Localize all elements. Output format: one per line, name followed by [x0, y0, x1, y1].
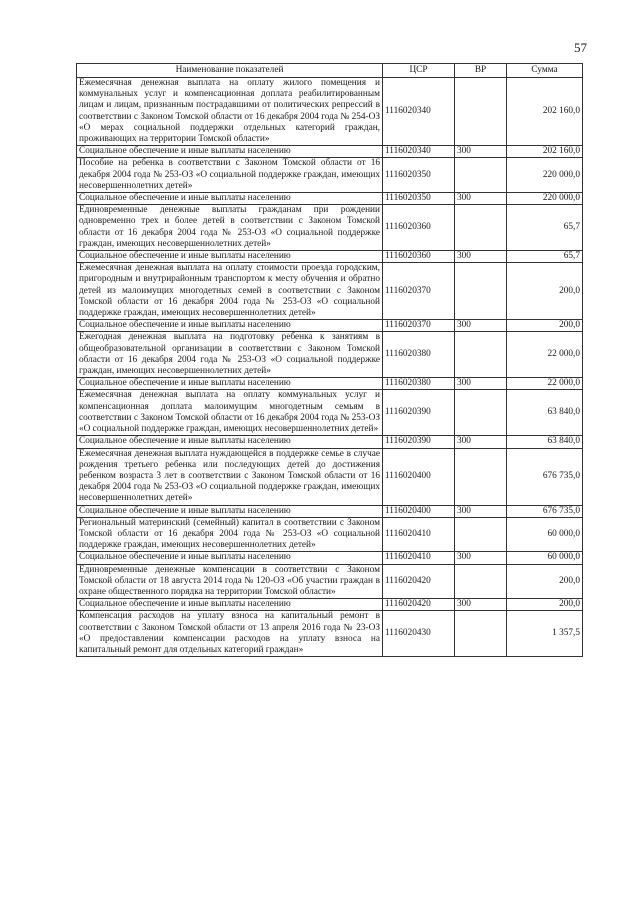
row-name: Компенсация расходов на уплату взноса на капитальный ремонт в соответствии с Законом Томской области от 13 апреля 2016 года № 23-ОЗ «О предоставлении компенсации расходов на уплату взноса на капитальный ремонт для отдельных категорий граждан» — [77, 611, 383, 657]
table-row — [77, 193, 583, 205]
row-sum: 200,0 — [507, 564, 583, 599]
table-row — [77, 390, 583, 436]
row-sum: 65,7 — [507, 251, 583, 263]
header-sum: Сумма — [507, 64, 583, 78]
row-name: Социальное обеспечение и иные выплаты населению — [77, 193, 383, 205]
row-csr: 1116020340 — [383, 146, 455, 158]
row-vr — [455, 332, 507, 378]
table-row — [77, 205, 583, 251]
row-sum: 202 160,0 — [507, 78, 583, 146]
table-row — [77, 564, 583, 599]
row-csr: 1116020430 — [383, 611, 455, 657]
row-vr: 300 — [455, 505, 507, 517]
table-row — [77, 505, 583, 517]
table-row — [77, 517, 583, 552]
row-csr: 1116020420 — [383, 564, 455, 599]
table-row — [77, 448, 583, 505]
table-row — [77, 332, 583, 378]
row-name: Ежемесячная денежная выплата на оплату жилого помещения и коммунальных услуг и компенсационная доплата реабилитированным лицам и лицам, признанным пострадавшими от политических репрессий в соответствии с Законом Томской области от 16 декабря 2004 года № 254-ОЗ «О мерах социальной поддержки отдельных категорий граждан, проживающих на территории Томской области» — [77, 78, 383, 146]
table-row — [77, 78, 583, 146]
table-row — [77, 611, 583, 657]
row-csr: 1116020360 — [383, 251, 455, 263]
row-vr: 300 — [455, 436, 507, 448]
row-vr: 300 — [455, 193, 507, 205]
row-vr — [455, 448, 507, 505]
table-row — [77, 599, 583, 611]
row-name: Социальное обеспечение и иные выплаты населению — [77, 599, 383, 611]
table-row — [77, 158, 583, 193]
row-vr — [455, 611, 507, 657]
row-sum: 676 735,0 — [507, 448, 583, 505]
row-sum: 200,0 — [507, 320, 583, 332]
row-name: Единовременные денежные выплаты гражданам при рождении одновременно трех и более детей в соответствии с Законом Томской области от 16 декабря 2004 года № 253-ОЗ «О социальной поддержке граждан, имеющих несовершеннолетних детей» — [77, 205, 383, 251]
row-vr: 300 — [455, 251, 507, 263]
row-vr — [455, 158, 507, 193]
header-name: Наименование показателей — [77, 64, 383, 78]
row-sum: 200,0 — [507, 599, 583, 611]
row-vr — [455, 517, 507, 552]
row-csr: 1116020410 — [383, 517, 455, 552]
table-row — [77, 251, 583, 263]
table-row — [77, 263, 583, 320]
row-csr: 1116020400 — [383, 448, 455, 505]
row-csr: 1116020420 — [383, 599, 455, 611]
row-name: Социальное обеспечение и иные выплаты населению — [77, 378, 383, 390]
row-csr: 1116020390 — [383, 390, 455, 436]
row-vr — [455, 78, 507, 146]
row-csr: 1116020350 — [383, 193, 455, 205]
row-sum: 1 357,5 — [507, 611, 583, 657]
row-name: Социальное обеспечение и иные выплаты населению — [77, 251, 383, 263]
header-csr: ЦСР — [383, 64, 455, 78]
row-vr: 300 — [455, 599, 507, 611]
row-csr: 1116020350 — [383, 158, 455, 193]
row-name: Социальное обеспечение и иные выплаты населению — [77, 320, 383, 332]
row-csr: 1116020380 — [383, 332, 455, 378]
table-row — [77, 552, 583, 564]
row-name: Социальное обеспечение и иные выплаты населению — [77, 505, 383, 517]
row-vr: 300 — [455, 378, 507, 390]
row-csr: 1116020380 — [383, 378, 455, 390]
row-name: Ежегодная денежная выплата на подготовку ребенка к занятиям в общеобразовательной организации в соответствии с Законом Томской области от 16 декабря 2004 года № 253-ОЗ «О социальной поддержке граждан, имеющих несовершеннолетних детей» — [77, 332, 383, 378]
row-sum: 220 000,0 — [507, 158, 583, 193]
table-header-row — [77, 64, 583, 78]
row-sum: 65,7 — [507, 205, 583, 251]
row-name: Ежемесячная денежная выплата на оплату стоимости проезда городским, пригородным и внутрирайонным транспортом к месту обучения и обратно детей из малоимущих многодетных семей в соответствии с Законом Томской области от 16 декабря 2004 года № 253-ОЗ «О социальной поддержке граждан, имеющих несовершеннолетних детей» — [77, 263, 383, 320]
row-sum: 22 000,0 — [507, 332, 583, 378]
row-name: Социальное обеспечение и иные выплаты населению — [77, 146, 383, 158]
row-name: Социальное обеспечение и иные выплаты населению — [77, 552, 383, 564]
row-vr: 300 — [455, 146, 507, 158]
row-csr: 1116020370 — [383, 263, 455, 320]
row-vr — [455, 390, 507, 436]
row-vr — [455, 263, 507, 320]
row-sum: 220 000,0 — [507, 193, 583, 205]
table-row — [77, 146, 583, 158]
table-row — [77, 320, 583, 332]
row-csr: 1116020360 — [383, 205, 455, 251]
row-vr — [455, 205, 507, 251]
row-csr: 1116020390 — [383, 436, 455, 448]
row-csr: 1116020340 — [383, 78, 455, 146]
header-vr: ВР — [455, 64, 507, 78]
row-sum: 676 735,0 — [507, 505, 583, 517]
row-vr: 300 — [455, 552, 507, 564]
row-name: Ежемесячная денежная выплата нуждающейся в поддержке семье в случае рождения третьего ребенка или последующих детей до достижения ребенком возраста 3 лет в соответствии с Законом Томской области от 16 декабря 2004 года № 253-ОЗ «О социальной поддержке граждан, имеющих несовершеннолетних детей» — [77, 448, 383, 505]
row-name: Региональный материнский (семейный) капитал в соответствии с Законом Томской области от 16 декабря 2004 года № 253-ОЗ «О социальной поддержке граждан, имеющих несовершеннолетних детей» — [77, 517, 383, 552]
row-sum: 60 000,0 — [507, 517, 583, 552]
row-name: Единовременные денежные компенсации в соответствии с Законом Томской области от 18 августа 2014 года № 120-ОЗ «Об участии граждан в охране общественного порядка на территории Томской области» — [77, 564, 383, 599]
row-csr: 1116020370 — [383, 320, 455, 332]
row-sum: 63 840,0 — [507, 436, 583, 448]
row-vr: 300 — [455, 320, 507, 332]
row-csr: 1116020410 — [383, 552, 455, 564]
row-sum: 200,0 — [507, 263, 583, 320]
budget-table — [76, 63, 583, 657]
row-sum: 63 840,0 — [507, 390, 583, 436]
row-csr: 1116020400 — [383, 505, 455, 517]
table-row — [77, 436, 583, 448]
table-row — [77, 378, 583, 390]
row-name: Социальное обеспечение и иные выплаты населению — [77, 436, 383, 448]
page-number: 57 — [574, 40, 587, 55]
row-vr — [455, 564, 507, 599]
row-name: Ежемесячная денежная выплата на оплату коммунальных услуг и компенсационная доплата малоимущим многодетным семьям в соответствии с Законом Томской области от 16 декабря 2004 года № 253-ОЗ «О социальной поддержке граждан, имеющих несовершеннолетних детей» — [77, 390, 383, 436]
row-name: Пособие на ребенка в соответствии с Законом Томской области от 16 декабря 2004 года № 253-ОЗ «О социальной поддержке граждан, имеющих несовершеннолетних детей» — [77, 158, 383, 193]
row-sum: 202 160,0 — [507, 146, 583, 158]
row-sum: 22 000,0 — [507, 378, 583, 390]
row-sum: 60 000,0 — [507, 552, 583, 564]
